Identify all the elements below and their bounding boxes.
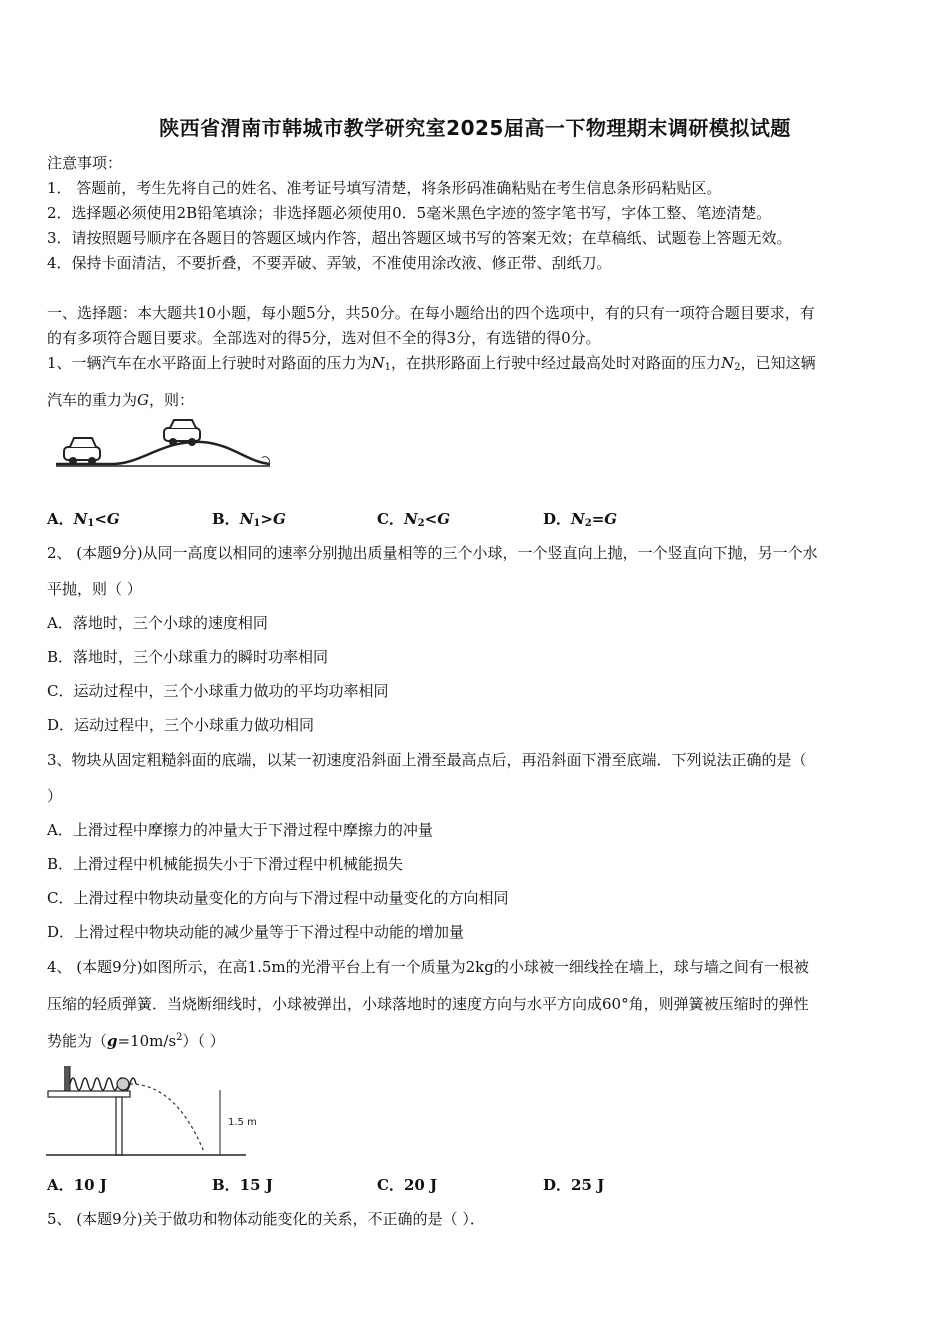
q1-option-c[interactable]: C．$N_2<G$ xyxy=(377,510,451,529)
notes-heading: 注意事项： xyxy=(47,154,123,172)
q2-option-b[interactable]: B．落地时，三个小球重力的瞬时功率相同 xyxy=(47,648,329,666)
q3-stem-line-2: ） xyxy=(47,787,63,805)
trajectory-curve xyxy=(130,1084,204,1152)
q4-option-d[interactable]: D．25 J xyxy=(543,1176,605,1194)
section-intro-line-2: 的有多项符合题目要求。全部选对的得5分，选对但不全的得3分，有选错的得0分。 xyxy=(47,329,601,347)
q2-stem-line-1: 2、 (本题9分)从同一高度以相同的速率分别抛出质量相等的三个小球，一个竖直向上抛，一个竖直向下抛，另一个水 xyxy=(47,544,818,562)
note-item-1: 1． 答题前，考生先将自己的姓名、准考证号填写清楚，将条形码准确粘贴在考生信息条形码粘贴区。 xyxy=(47,179,722,197)
q4-option-a[interactable]: A．10 J xyxy=(47,1176,107,1194)
q4-option-c[interactable]: C．20 J xyxy=(377,1176,438,1194)
platform-leg xyxy=(116,1097,122,1155)
height-label: 1.5 m xyxy=(228,1117,257,1128)
ball xyxy=(117,1078,129,1090)
q1-option-d[interactable]: D．$N_2=G$ xyxy=(543,510,618,529)
car-on-flat-road-icon xyxy=(64,438,100,465)
q3-option-a[interactable]: A．上滑过程中摩擦力的冲量大于下滑过程中摩擦力的冲量 xyxy=(47,821,433,839)
q4-stem-line-1: 4、 (本题9分)如图所示，在高1.5m的光滑平台上有一个质量为2kg的小球被一细线拴在墙上，球与墙之间有一根被 xyxy=(47,958,809,976)
q1-stem-line-1: 1、一辆汽车在水平路面上行驶时对路面的压力为$N_1$，在拱形路面上行驶中经过最高处时对路面的压力$N_2$，已知这辆 xyxy=(47,354,816,373)
q4-platform-figure xyxy=(46,1062,266,1158)
q2-option-d[interactable]: D．运动过程中，三个小球重力做功相同 xyxy=(47,716,315,734)
q1-option-a[interactable]: A．$N_1<G$ xyxy=(47,510,120,529)
q2-option-a[interactable]: A．落地时，三个小球的速度相同 xyxy=(47,614,268,632)
q2-stem-line-2: 平抛，则（ ） xyxy=(47,580,142,598)
q1-option-b[interactable]: B．$N_1>G$ xyxy=(212,510,286,529)
q1-road-figure xyxy=(52,418,274,474)
q3-option-d[interactable]: D．上滑过程中物块动能的减少量等于下滑过程中动能的增加量 xyxy=(47,923,465,941)
note-item-3: 3．请按照题号顺序在各题目的答题区域内作答，超出答题区域书写的答案无效；在草稿纸、试题卷上答题无效。 xyxy=(47,229,792,247)
q5-stem-line-1: 5、 (本题9分)关于做功和物体动能变化的关系，不正确的是（ ）． xyxy=(47,1210,485,1228)
wall xyxy=(64,1066,70,1092)
platform-top xyxy=(48,1091,130,1097)
page-title: 陕西省渭南市韩城市教学研究室2025届高一下物理期末调研模拟试题 xyxy=(159,116,791,140)
q4-stem-line-2: 压缩的轻质弹簧．当烧断细线时，小球被弹出，小球落地时的速度方向与水平方向成60°角，则弹簧被压缩时的弹性 xyxy=(47,995,809,1013)
q2-option-c[interactable]: C．运动过程中，三个小球重力做功的平均功率相同 xyxy=(47,682,389,700)
q3-option-c[interactable]: C．上滑过程中物块动量变化的方向与下滑过程中动量变化的方向相同 xyxy=(47,889,509,907)
note-item-2: 2．选择题必须使用2B铅笔填涂；非选择题必须使用0．5毫米黑色字迹的签字笔书写，字体工整、笔迹清楚。 xyxy=(47,204,772,222)
q1-stem-line-2: 汽车的重力为G，则： xyxy=(47,391,195,409)
q3-option-b[interactable]: B．上滑过程中机械能损失小于下滑过程中机械能损失 xyxy=(47,855,404,873)
q3-stem-line-1: 3、物块从固定粗糙斜面的底端，以某一初速度沿斜面上滑至最高点后，再沿斜面下滑至底端．下列说法正确的是（ xyxy=(47,751,807,769)
q4-stem-line-3: 势能为$(g=10m/s^2)$（ ） xyxy=(47,1032,225,1050)
q4-option-b[interactable]: B．15 J xyxy=(212,1176,273,1194)
note-item-4: 4．保持卡面清洁，不要折叠，不要弄破、弄皱，不准使用涂改液、修正带、刮纸刀。 xyxy=(47,254,612,272)
section-intro-line-1: 一、选择题：本大题共10小题，每小题5分，共50分。在每小题给出的四个选项中，有的只有一项符合题目要求，有 xyxy=(47,304,815,322)
